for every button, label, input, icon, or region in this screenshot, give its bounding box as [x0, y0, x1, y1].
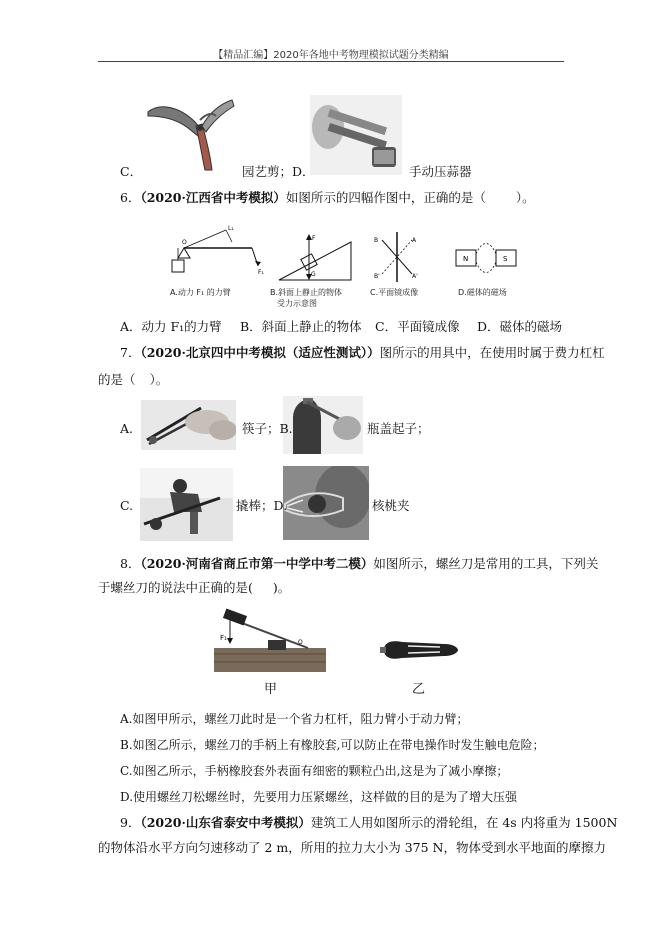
caption-c: C.平面镜成像 [370, 288, 419, 297]
screwdriver-figure-jia [210, 608, 330, 674]
crowbar-image [140, 468, 233, 541]
label-f1: F₁ [258, 269, 264, 276]
q6-diagram-c [372, 230, 422, 284]
garden-shears-image [140, 82, 240, 172]
label-o: O [182, 239, 187, 246]
label-b-f: F [312, 235, 316, 242]
q6-diagram-d [452, 238, 520, 280]
caption-b2: 受力示意图 [277, 299, 317, 308]
question-9-stem-2: 的物体沿水平方向匀速移动了 2 m，所用的拉力大小为 375 N，物体受到水平地面的摩擦力 [98, 840, 606, 855]
q7-a-letter: A. [120, 421, 134, 436]
chopsticks-image [141, 400, 236, 450]
question-7-stem-2: 的是（ ）。 [98, 372, 169, 387]
q7-a-name: 筷子；B. [242, 421, 293, 436]
q7-c-name: 撬棒；D. [236, 498, 288, 513]
option-c-name: 园艺剪；D． [242, 164, 315, 179]
label-l1: L₁ [228, 225, 234, 232]
question-7-stem: 7．（2020·北京四中中考模拟（适应性测试））图所示的用具中，在使用时属于费力杠杠 [120, 345, 605, 360]
label-c-a2: A' [412, 273, 418, 280]
q6-option-b: B．斜面上静止的物体 [240, 319, 362, 334]
q6-option-d: D．磁体的磁场 [477, 319, 563, 334]
option-c-letter: C． [120, 164, 143, 179]
label-f1-jia: F₁ [220, 634, 227, 642]
question-9-stem: 9．（2020·山东省泰安中考模拟）建筑工人用如图所示的滑轮组，在 4s 内将重为 1500N [120, 815, 618, 830]
label-c-b2: B' [374, 273, 380, 280]
garlic-press-image [310, 95, 402, 175]
caption-b1: B.斜面上静止的物体 [270, 288, 343, 297]
q8-option-b: B.如图乙所示，螺丝刀的手柄上有橡胶套,可以防止在带电操作时发生触电危险； [120, 738, 545, 752]
screwdriver-figure-yi [380, 636, 460, 664]
question-8-stem-2: 于螺丝刀的说法中正确的是( )。 [98, 580, 291, 595]
q7-b-name: 瓶盖起子； [367, 421, 430, 436]
q7-d-name: 核桃夹 [372, 498, 410, 513]
nutcracker-image [283, 466, 369, 540]
q8-option-c: C.如图乙所示，手柄橡胶套外表面有细密的颗粒凸出,这是为了减小摩擦； [120, 764, 509, 778]
q8-option-a: A.如图甲所示，螺丝刀此时是一个省力杠杆，阻力臂小于动力臂； [120, 712, 469, 726]
q8-option-d: D.使用螺丝刀松螺丝时，先要用力压紧螺丝，这样做的目的是为了增大压强 [120, 790, 518, 804]
q6-diagram-a [166, 222, 266, 284]
caption-a: A.动力 F₁ 的力臂 [170, 288, 231, 297]
label-s: S [503, 255, 508, 263]
question-6-stem: 6．（2020·江西省中考模拟）如图所示的四幅作图中，正确的是（ ）。 [120, 190, 535, 205]
q6-option-a: A．动力 F₁的力臂 [120, 319, 222, 334]
label-o-jia: O [298, 639, 303, 646]
label-yi: 乙 [412, 682, 426, 697]
option-d-name: 手动压蒜器 [409, 164, 472, 179]
q7-c-letter: C. [120, 498, 134, 513]
question-8-stem: 8．（2020·河南省商丘市第一中学中考二模）如图所示，螺丝刀是常用的工具，下列关 [120, 556, 599, 571]
q6-option-c: C．平面镜成像 [375, 319, 460, 334]
q6-diagram-b [275, 228, 355, 284]
label-n: N [463, 255, 469, 263]
label-c-b: B [374, 237, 379, 244]
label-g: G [311, 271, 316, 278]
label-c-a: A [412, 237, 417, 244]
caption-d: D.磁体的磁场 [458, 288, 507, 297]
page-header: 【精品汇编】2020年各地中考物理模拟试题分类精编 [213, 50, 449, 61]
label-jia: 甲 [264, 682, 278, 697]
header-rule [98, 61, 564, 62]
bottle-opener-image [283, 396, 363, 454]
